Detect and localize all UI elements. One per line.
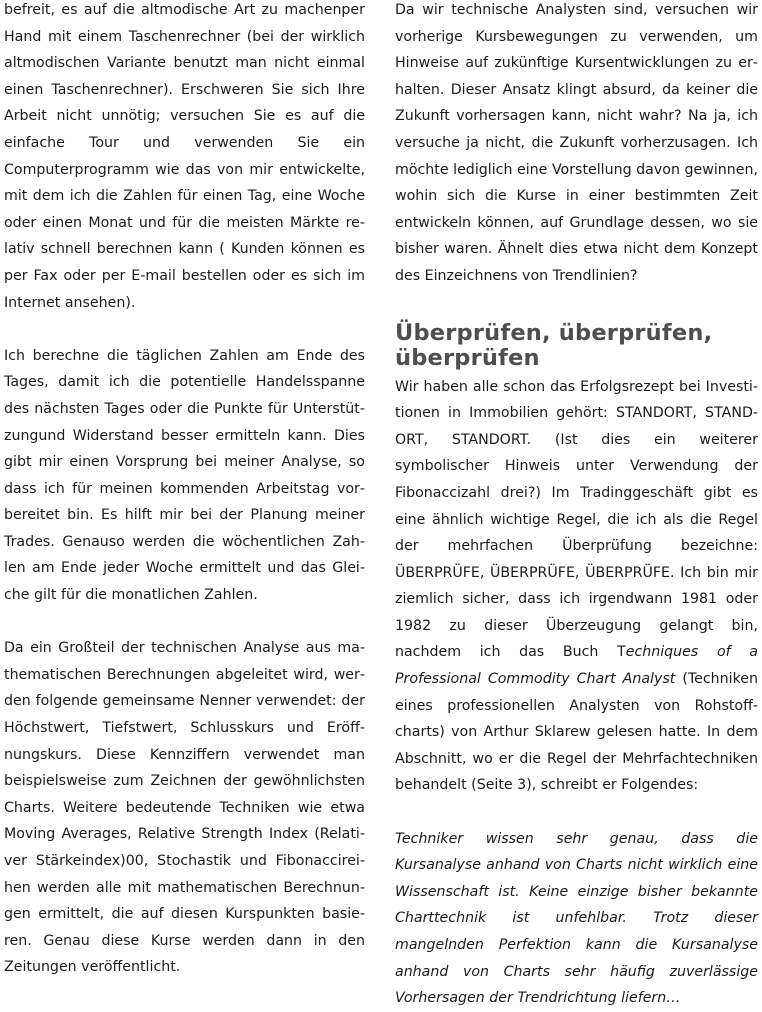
paragraph-technical-analysts: Da wir technische Analysten sind, versuchen wir vorherige Kursbewegungen zu verwenden, um Hinweise auf zukünftige Kursentwicklungen zu erhalten. Dieser Ansatz klingt absurd, da keiner die Zukunft vorhersagen kann, nicht wahr? Na ja, ich versuche ja nicht, die Zukunft vorherzusagen. Ich möchte lediglich eine Vorstellung davon gewinnen, wohin sich die Kurse in einer bestimmten Zeit entwickeln können, auf Grundlage dessen, wo sie bisher waren. Ähnelt dies etwa nicht dem Konzept des Einzeichnens von Trendlinien? [395,2,758,284]
paragraph-text-before-book: Wir haben alle schon das Erfolgsrezept bei Investitionen in Immobilien gehört: STANDORT, STANDORT, STANDORT. (Ist dies ein weiterer symbolischer Hinweis unter Verwendung der Fibonaccizahl drei?) Im Tradinggeschäft gibt es eine ähnlich wichtige Regel, die ich als die Regel der mehrfachen Überprüfung bezeichne: ÜBERPRÜFE, ÜBERPRÜFE, ÜBERPRÜFE. Ich bin mir ziemlich sicher, dass ich irgendwann 1981 oder 1982 zu dieser Überzeugung gelangt bin, nachdem ich das Buch T [395,378,758,661]
block-quote: Techniker wissen sehr genau, dass die Kursanalyse anhand von Charts nicht wirklich eine Wissenschaft ist. Keine einzige bisher bekannte Charttechnik ist unfehlbar. Trotz dieser mangelnden Perfektion kann die Kursanalyse anhand von Charts sehr häufig zuverlässige Vorhersagen der Trendrichtung liefern… [395,830,758,1007]
book-title: echniques of a Professional Commodity Chart Analyst [395,644,758,688]
left-column [4,0,365,981]
paragraph-text-after-book: (Techniken eines professionellen Analysten von Rohstoffcharts) von Arthur Sklarew gelesen hatte. In dem Abschnitt, wo er die Regel der Mehrfachtechniken behandelt (Seite 3), schreibt er Folgendes: [395,671,759,794]
paragraph-daily-numbers: Ich berechne die täglichen Zahlen am Ende des Tages, damit ich die potentielle Handelsspanne des nächsten Tages oder die Punkte für Unterstützungund Widerstand besser ermitteln kann. Dies gibt mir einen Vorsprung bei meiner Analyse, so dass ich für meinen kommenden Arbeitstag vorbereitet bin. Es hilft mir bei der Planung meiner Trades. Genauso werden die wöchentlichen Zahlen am Ende jeder Woche ermittelt und das Gleiche gilt für die monatlichen Zahlen. [4,347,365,604]
section-heading: Überprüfen, überprüfen, überprüfen [395,319,713,371]
right-column [395,0,758,1012]
paragraph-calculation-tools: befreit, es auf die altmodische Art zu machenper Hand mit einem Taschenrechner (bei der wirklich altmodischen Variante benutzt man nicht einmal einen Taschenrechner). Erschweren Sie sich Ihre Arbeit nicht unnötig; versuchen Sie es auf die einfache Tour und verwenden Sie ein Computerprogramm wie das von mir entwickelte, mit dem ich die Zahlen für einen Tag, eine Woche oder einen Monat und für die meisten Märkte relativ schnell berechnen kann ( Kunden können es per Fax oder per E-mail bestellen oder es sich im Internet ansehen). [4,2,365,311]
paragraph-multiple-confirmation [395,374,758,800]
paragraph-price-points: Da ein Großteil der technischen Analyse aus mathematischen Berechnungen abgeleitet wird, werden folgende gemeinsame Nenner verwendet: der Höchstwert, Tiefstwert, Schlusskurs und Eröffnungskurs. Diese Kennziffern verwendet man beispielsweise zum Zeichnen der gewöhnlichsten Charts. Weitere bedeutende Techniken wie etwa Moving Averages, Relative Strength Index (Relativer Stärkeindex)00, Stochastik und Fibonaccireihen werden alle mit mathematischen Berechnungen ermittelt, die auf diesen Kurspunkten basieren. Genau diese Kurse werden dann in den Zeitungen veröffentlicht. [4,640,365,976]
